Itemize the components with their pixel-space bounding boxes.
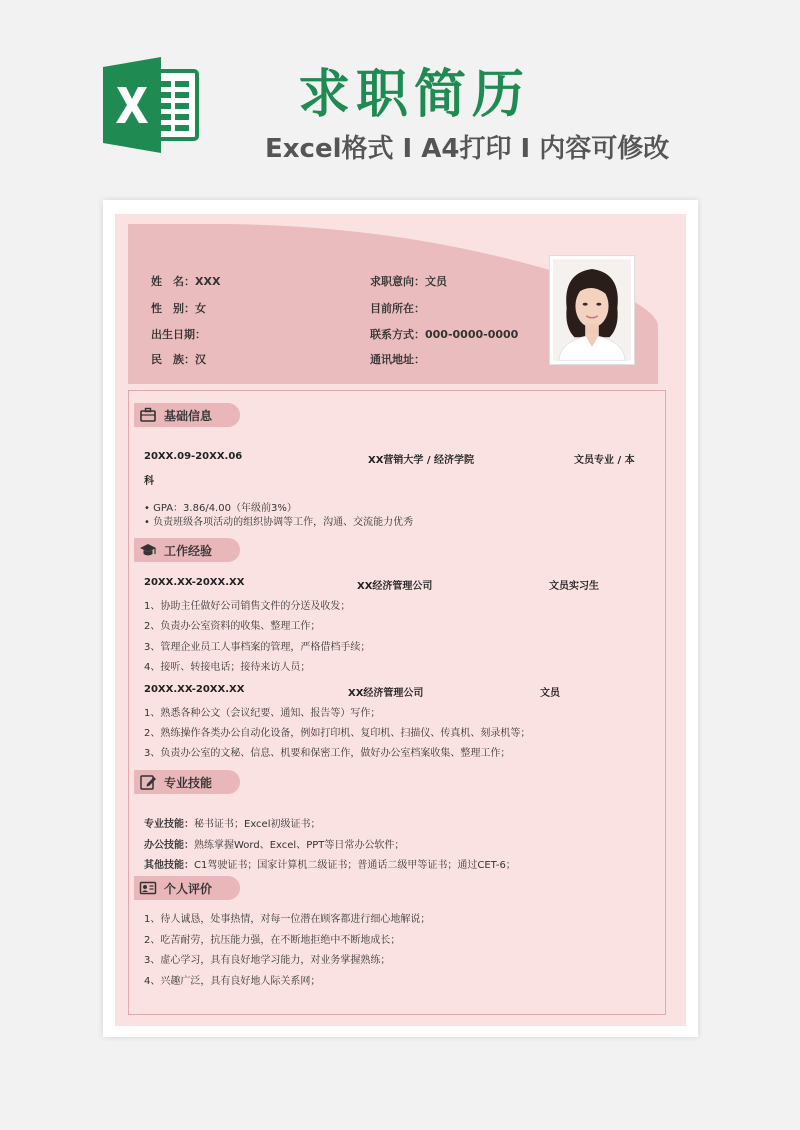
job-2-period: 20XX.XX-20XX.XX: [144, 684, 245, 695]
job-1-item-1: 1、协助主任做好公司销售文件的分送及收发；: [144, 601, 351, 612]
edu-major-cont: 科: [144, 476, 154, 487]
edu-period: 20XX.09-20XX.06: [144, 451, 243, 462]
edu-detail-2: • 负责班级各项活动的组织协调等工作，沟通、交流能力优秀: [144, 517, 414, 528]
skill-row-2: [144, 836, 404, 851]
job-1-item-4: 4、接听、转接电话；接待来访人员；: [144, 662, 311, 673]
job-1-role: 文员实习生: [549, 581, 599, 592]
edu-school: XX营销大学 / 经济学院: [368, 455, 475, 466]
job-2-company: XX经济管理公司: [348, 688, 424, 699]
section-tab-skills: [134, 770, 240, 794]
profile-photo: [549, 255, 635, 365]
profile-gender: 性 别：女: [151, 302, 206, 315]
profile-location: 目前所在：: [370, 302, 425, 315]
profile-phone: 联系方式：000-0000-0000: [370, 328, 519, 341]
eval-item-4: 4、兴趣广泛，具有良好地人际关系网；: [144, 976, 321, 987]
skill-key: 其他技能：: [144, 860, 194, 871]
job-1-item-3: 3、管理企业员工人事档案的管理，严格借档手续；: [144, 642, 371, 653]
pencil-note-icon: [139, 773, 157, 791]
skill-row-1: [144, 815, 321, 830]
job-2-role: 文员: [540, 688, 560, 699]
job-1-item-2: 2、负责办公室资料的收集、整理工作；: [144, 621, 321, 632]
page-title: 求职简历: [298, 65, 531, 125]
job-2-item-2: 2、熟练操作各类办公自动化设备，例如打印机、复印机、扫描仪、传真机、刻录机等；: [144, 728, 531, 739]
page-subtitle: Excel格式 I A4打印 I 内容可修改: [265, 134, 670, 164]
id-card-icon: [139, 879, 157, 897]
skill-row-3: [144, 856, 516, 871]
section-tab-evaluation: [134, 876, 240, 900]
section-title-work: 工作经验: [164, 544, 213, 558]
profile-birth: 出生日期：: [151, 328, 206, 341]
graduation-cap-icon: [139, 541, 157, 559]
skill-value: C1驾驶证书；国家计算机二级证书；普通话二级甲等证书；通过CET-6；: [194, 860, 516, 871]
profile-intention: 求职意向：文员: [370, 275, 447, 288]
edu-detail-1: • GPA：3.86/4.00（年级前3%）: [144, 503, 297, 514]
briefcase-icon: [139, 406, 157, 424]
excel-logo-icon: [103, 57, 203, 153]
skill-key: 专业技能：: [144, 819, 194, 830]
section-tab-basic: [134, 403, 240, 427]
job-1-period: 20XX.XX-20XX.XX: [144, 577, 245, 588]
eval-item-2: 2、吃苦耐劳，抗压能力强，在不断地拒绝中不断地成长；: [144, 935, 401, 946]
job-2-item-1: 1、熟悉各种公文（会议纪要、通知、报告等）写作；: [144, 708, 381, 719]
job-1-company: XX经济管理公司: [357, 581, 433, 592]
section-title-skills: 专业技能: [164, 776, 213, 790]
section-tab-work: [134, 538, 240, 562]
edu-major: 文员专业 / 本: [574, 455, 635, 466]
skill-key: 办公技能：: [144, 840, 194, 851]
eval-item-1: 1、待人诚恳，处事热情，对每一位潜在顾客都进行细心地解说；: [144, 914, 431, 925]
section-title-basic: 基础信息: [164, 409, 213, 423]
job-2-item-3: 3、负责办公室的文秘、信息、机要和保密工作，做好办公室档案收集、整理工作；: [144, 748, 511, 759]
profile-address: 通讯地址：: [370, 353, 425, 366]
profile-ethnicity: 民 族：汉: [151, 353, 206, 366]
eval-item-3: 3、虚心学习，具有良好地学习能力，对业务掌握熟练；: [144, 955, 391, 966]
portrait-image: [553, 259, 631, 361]
section-title-evaluation: 个人评价: [164, 882, 213, 896]
profile-name: 姓 名：XXX: [151, 275, 221, 288]
skill-value: 秘书证书；Excel初级证书；: [194, 819, 321, 830]
skill-value: 熟练掌握Word、Excel、PPT等日常办公软件；: [194, 840, 405, 851]
